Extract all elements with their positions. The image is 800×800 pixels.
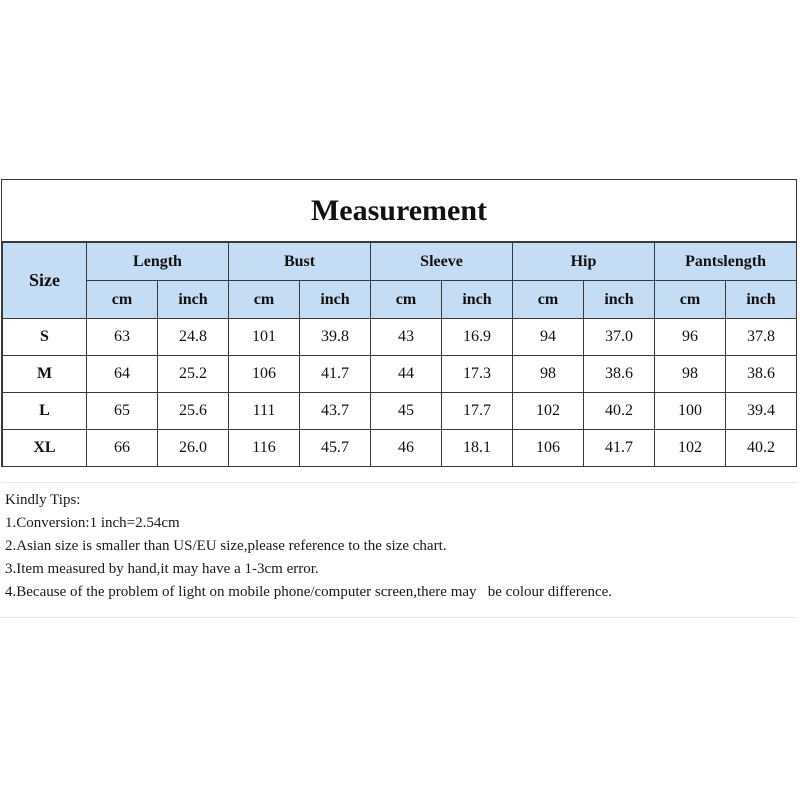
table-cell: 106	[513, 430, 584, 467]
unit-header-cm: cm	[655, 281, 726, 319]
unit-header-row	[3, 281, 797, 319]
table-cell: 102	[655, 430, 726, 467]
tip-line: 4.Because of the problem of light on mobile phone/computer screen,there may be colour difference.	[5, 584, 613, 600]
tip-line: 2.Asian size is smaller than US/EU size,please reference to the size chart.	[5, 538, 447, 554]
measure-header-length: Length	[87, 243, 229, 281]
table-cell: 111	[229, 393, 300, 430]
size-chart	[1, 179, 797, 467]
unit-header-inch: inch	[158, 281, 229, 319]
size-row-l	[3, 393, 797, 430]
measure-header-bust: Bust	[229, 243, 371, 281]
size-header: Size	[3, 243, 87, 319]
table-cell: 43	[371, 319, 442, 356]
table-cell: 102	[513, 393, 584, 430]
measure-header-pantslength: Pantslength	[655, 243, 797, 281]
unit-header-inch: inch	[726, 281, 797, 319]
table-cell: 41.7	[300, 356, 371, 393]
table-cell: 38.6	[726, 356, 797, 393]
measure-header-hip: Hip	[513, 243, 655, 281]
table-cell: 37.8	[726, 319, 797, 356]
tip-line: 3.Item measured by hand,it may have a 1-3cm error.	[5, 561, 319, 577]
table-cell: 39.8	[300, 319, 371, 356]
table-cell: 43.7	[300, 393, 371, 430]
table-cell: 45.7	[300, 430, 371, 467]
table-cell: 63	[87, 319, 158, 356]
unit-header-cm: cm	[229, 281, 300, 319]
size-row-s	[3, 319, 797, 356]
size-row-m	[3, 356, 797, 393]
unit-header-cm: cm	[371, 281, 442, 319]
table-cell: 98	[655, 356, 726, 393]
size-label: L	[3, 393, 87, 430]
table-cell: 17.3	[442, 356, 513, 393]
size-table	[2, 242, 797, 467]
table-cell: 25.2	[158, 356, 229, 393]
tips-heading: Kindly Tips:	[5, 492, 81, 508]
chart-title: Measurement	[2, 180, 796, 242]
table-cell: 16.9	[442, 319, 513, 356]
table-cell: 38.6	[584, 356, 655, 393]
table-cell: 17.7	[442, 393, 513, 430]
table-cell: 116	[229, 430, 300, 467]
table-cell: 64	[87, 356, 158, 393]
table-cell: 96	[655, 319, 726, 356]
size-label: S	[3, 319, 87, 356]
table-cell: 18.1	[442, 430, 513, 467]
unit-header-inch: inch	[442, 281, 513, 319]
table-cell: 37.0	[584, 319, 655, 356]
table-cell: 98	[513, 356, 584, 393]
unit-header-cm: cm	[87, 281, 158, 319]
measure-header-sleeve: Sleeve	[371, 243, 513, 281]
table-cell: 46	[371, 430, 442, 467]
table-cell: 65	[87, 393, 158, 430]
table-cell: 40.2	[584, 393, 655, 430]
tip-line: 1.Conversion:1 inch=2.54cm	[5, 515, 180, 531]
table-cell: 100	[655, 393, 726, 430]
size-label: XL	[3, 430, 87, 467]
table-cell: 40.2	[726, 430, 797, 467]
table-cell: 44	[371, 356, 442, 393]
size-row-xl	[3, 430, 797, 467]
table-cell: 41.7	[584, 430, 655, 467]
table-cell: 101	[229, 319, 300, 356]
table-cell: 24.8	[158, 319, 229, 356]
table-cell: 25.6	[158, 393, 229, 430]
table-cell: 39.4	[726, 393, 797, 430]
table-cell: 26.0	[158, 430, 229, 467]
unit-header-inch: inch	[584, 281, 655, 319]
table-cell: 45	[371, 393, 442, 430]
table-cell: 106	[229, 356, 300, 393]
table-cell: 94	[513, 319, 584, 356]
measure-header-row	[3, 243, 797, 281]
table-cell: 66	[87, 430, 158, 467]
unit-header-cm: cm	[513, 281, 584, 319]
kindly-tips	[1, 482, 797, 618]
size-label: M	[3, 356, 87, 393]
unit-header-inch: inch	[300, 281, 371, 319]
